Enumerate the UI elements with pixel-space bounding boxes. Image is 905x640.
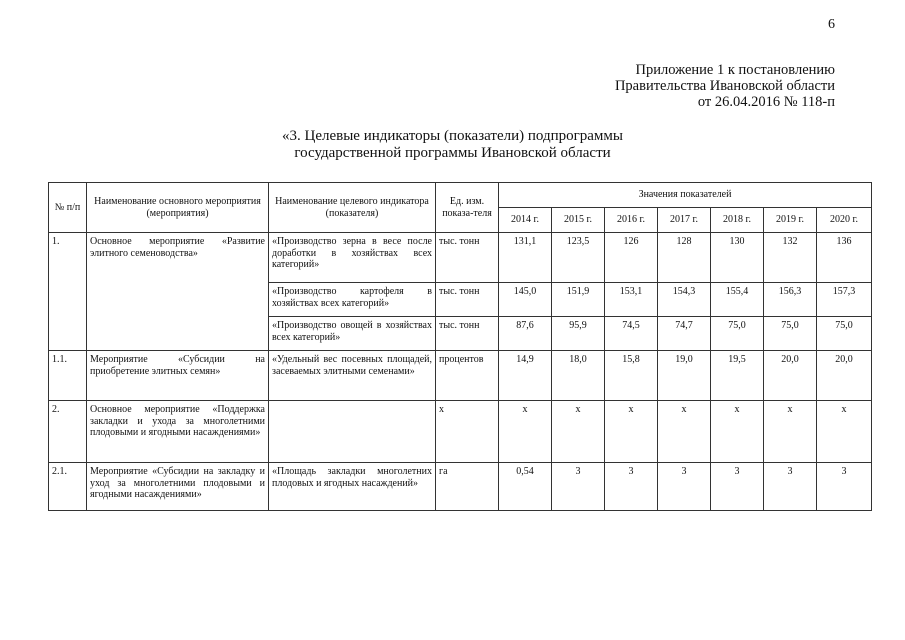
appendix-line-3: от 26.04.2016 № 118-п	[697, 94, 835, 110]
value-cell: 123,5	[552, 233, 605, 283]
value-cell: 20,0	[817, 351, 872, 401]
row-number: 2.1.	[49, 463, 87, 511]
unit-cell: тыс. тонн	[436, 317, 499, 351]
row-number: 1.1.	[49, 351, 87, 401]
value-cell: 75,0	[817, 317, 872, 351]
value-cell: 15,8	[605, 351, 658, 401]
event-name: Мероприятие «Субсидии на закладку и уход за многолетними плодовыми и ягодными насаждениями»	[87, 463, 269, 511]
value-cell: х	[552, 401, 605, 463]
header-number: № п/п	[49, 183, 87, 233]
value-cell: 145,0	[499, 283, 552, 317]
value-cell: 153,1	[605, 283, 658, 317]
value-cell: 3	[552, 463, 605, 511]
value-cell: 3	[605, 463, 658, 511]
page-number: 6	[828, 17, 835, 32]
header-year: 2020 г.	[817, 208, 872, 233]
value-cell: х	[711, 401, 764, 463]
value-cell: 3	[658, 463, 711, 511]
value-cell: 131,1	[499, 233, 552, 283]
row-number: 2.	[49, 401, 87, 463]
value-cell: 154,3	[658, 283, 711, 317]
appendix-line-1: Приложение 1 к постановлению	[635, 62, 835, 78]
value-cell: 95,9	[552, 317, 605, 351]
header-year: 2016 г.	[605, 208, 658, 233]
header-indicator: Наименование целевого индикатора (показателя)	[269, 183, 436, 233]
indicator-name: «Удельный вес посевных площадей, засеваемых элитными семенами»	[269, 351, 436, 401]
value-cell: 136	[817, 233, 872, 283]
value-cell: 0,54	[499, 463, 552, 511]
value-cell: х	[658, 401, 711, 463]
value-cell: 126	[605, 233, 658, 283]
value-cell: х	[499, 401, 552, 463]
header-unit: Ед. изм. показа-теля	[436, 183, 499, 233]
value-cell: 19,0	[658, 351, 711, 401]
unit-cell: тыс. тонн	[436, 233, 499, 283]
unit-cell: тыс. тонн	[436, 283, 499, 317]
header-year: 2014 г.	[499, 208, 552, 233]
title-line-2: государственной программы Ивановской области	[294, 145, 611, 161]
table-row	[49, 401, 872, 463]
indicators-table	[48, 182, 872, 511]
value-cell: 74,7	[658, 317, 711, 351]
document-title	[0, 128, 905, 162]
row-number: 1.	[49, 233, 87, 351]
value-cell: 157,3	[817, 283, 872, 317]
value-cell: 75,0	[764, 317, 817, 351]
value-cell: 20,0	[764, 351, 817, 401]
value-cell: 19,5	[711, 351, 764, 401]
header-event: Наименование основного мероприятия (мероприятия)	[87, 183, 269, 233]
value-cell: 156,3	[764, 283, 817, 317]
value-cell: 3	[817, 463, 872, 511]
value-cell: 132	[764, 233, 817, 283]
table-row	[49, 463, 872, 511]
unit-cell: га	[436, 463, 499, 511]
value-cell: 3	[711, 463, 764, 511]
unit-cell: х	[436, 401, 499, 463]
event-name: Основное мероприятие «Поддержка закладки и ухода за многолетними плодовыми и ягодными насаждениями»	[87, 401, 269, 463]
value-cell: 155,4	[711, 283, 764, 317]
header-year: 2018 г.	[711, 208, 764, 233]
header-values: Значения показателей	[499, 183, 872, 208]
unit-cell: процентов	[436, 351, 499, 401]
table-row	[49, 233, 872, 283]
value-cell: 3	[764, 463, 817, 511]
value-cell: 75,0	[711, 317, 764, 351]
header-year: 2017 г.	[658, 208, 711, 233]
event-name: Мероприятие «Субсидии на приобретение элитных семян»	[87, 351, 269, 401]
header-year: 2015 г.	[552, 208, 605, 233]
indicator-name: «Производство овощей в хозяйствах всех категорий»	[269, 317, 436, 351]
title-line-1: «3. Целевые индикаторы (показатели) подпрограммы	[282, 128, 623, 144]
indicator-name: «Производство картофеля в хозяйствах всех категорий»	[269, 283, 436, 317]
header-year: 2019 г.	[764, 208, 817, 233]
value-cell: 14,9	[499, 351, 552, 401]
value-cell: 130	[711, 233, 764, 283]
value-cell: 18,0	[552, 351, 605, 401]
indicator-name: «Производство зерна в весе после доработки в хозяйствах всех категорий»	[269, 233, 436, 283]
table-row	[49, 351, 872, 401]
value-cell: 151,9	[552, 283, 605, 317]
value-cell: х	[605, 401, 658, 463]
indicator-name: «Площадь закладки многолетних плодовых и ягодных насаждений»	[269, 463, 436, 511]
value-cell: х	[817, 401, 872, 463]
appendix-reference	[615, 62, 835, 110]
appendix-line-2: Правительства Ивановской области	[614, 78, 835, 94]
indicator-name	[269, 401, 436, 463]
event-name: Основное мероприятие «Развитие элитного семеноводства»	[87, 233, 269, 351]
value-cell: 74,5	[605, 317, 658, 351]
value-cell: х	[764, 401, 817, 463]
value-cell: 128	[658, 233, 711, 283]
value-cell: 87,6	[499, 317, 552, 351]
